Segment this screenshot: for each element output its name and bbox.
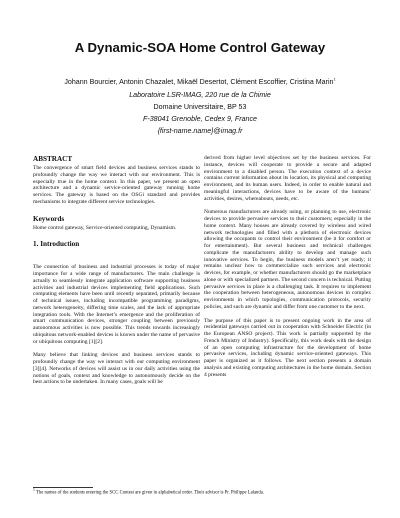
affiliation-institution: Domaine Universitaire, BP 53 (153, 103, 247, 111)
keywords-heading: Keywords (33, 214, 65, 223)
author-footnote-mark: 1 (333, 77, 336, 82)
abstract-text: The convergence of smart field devices and business services stands to profoundly change the way we interact with our environment. This is especially true in the home context. In this paper, we present an open architecture and a dynamic service-oriented gateway running home services. The gateway is based on the OSGi standard and provides mechanisms to integrate different service technologies. (33, 165, 200, 205)
intro-paragraph-3: derived from higher level objectives set by the business services. For instance, devices will cooperate to provide a secure and adapted environment to a disabled person. The execution context of a device contains current information about its location, its physical and computing environment, and its human users. Indeed, in order to enable natural and meaningful interactions, devices have to be aware of the humans’ activities, desires, whereabouts, needs, etc. (204, 155, 371, 202)
affiliation-email: {first-name.name}@imag.fr (157, 127, 243, 135)
footnote-rule (33, 487, 93, 488)
intro-paragraph-2: Many believe that linking devices and business services stands to profoundly change the way we interact with our computing environment [3][4]. Networks of devices will assist us in our daily activities using the notions of goals, context and knowledge to autonomously decide on the best actions to be undertaken. In many cases, goals will be (33, 352, 200, 386)
footnote-mark: 1 (33, 488, 35, 492)
abstract-heading: ABSTRACT (33, 155, 73, 163)
introduction-heading: 1. Introduction (33, 240, 80, 249)
author-names: Johann Bourcier, Antonin Chazalet, Mikaël Desertot, Clément Escoffier, Cristina Marin (64, 78, 334, 86)
footnote-text: The names of the students entering the SCC Contest are given in alphabetical order. Their advisor is Pr. Philippe Lalanda. (36, 490, 264, 496)
right-column (204, 155, 371, 378)
keywords-text: Home control gateway, Service-oriented computing, Dynamism. (33, 224, 177, 231)
author-list (0, 78, 400, 86)
intro-paragraph-5: The purpose of this paper is to present ongoing work in the area of residential gateways carried out in cooperation with Schneider Electric (in the European ANSO project). This work is partially supported by the French Ministry of Industry). Specifically, this work deals with the design of an open computing infrastructure for the development of home pervasive services, including dynamic service-oriented gateways. This paper is organized as it follows. The next section presents a domain analysis and existing computing architectures in the home domain. Section 4 presents (204, 317, 371, 378)
left-column (33, 155, 200, 386)
intro-paragraph-1: The connection of business and industrial processes is today of major importance for a wide range of manufacturers. The main challenge is actually to seamlessly integrate application software supporting business activities and industrial devices implementing field applications. Such computing elements have been until recently separated, primarily because of technical issues, including incompatible programming paradigms, network heterogeneity, differing time scales, and the lack of appropriate integration tools. With the Internet’s emergence and the proliferation of smart communication devices, stronger coupling between previously autonomous activities is now possible. This trends towards increasingly ubiquitous network-enabled devices is known under the name of pervasive or ubiquitous computing [1][2]. (33, 264, 200, 345)
affiliation-lab: Laboratoire LSR-IMAG, 220 rue de la Chimie (129, 91, 271, 99)
footnote (33, 490, 373, 497)
intro-paragraph-4: Numerous manufacturers are already using, or planning to use, electronic devices to provide pervasive services to their customers; especially in the home context. Many houses are already covered by wireless and wired network technologies and filled with a plethora of electronic devices allowing the occupants to control their environment (be it for comfort or for entertainment). But several business and technical challenges complicate the manufacturers ability to develop and manage such innovative services. To begin, the business models aren’t yet ready; it remains unclear how to commercialize such services and electronic devices, for example, or whether manufacturers should go the marketplace alone or with specialized partners. The second concern is technical. Putting pervasive services in place is a challenging task. It requires to implement the cooperation between heterogeneous, autonomous devices in complex environments in which topologies, communication protocols, security policies, and such are dynamic and differ from one customer to the next. (204, 209, 371, 310)
affiliation-city: F-38041 Grenoble, Cedex 9, France (143, 115, 257, 123)
paper-title: A Dynamic-SOA Home Control Gateway (74, 40, 326, 55)
